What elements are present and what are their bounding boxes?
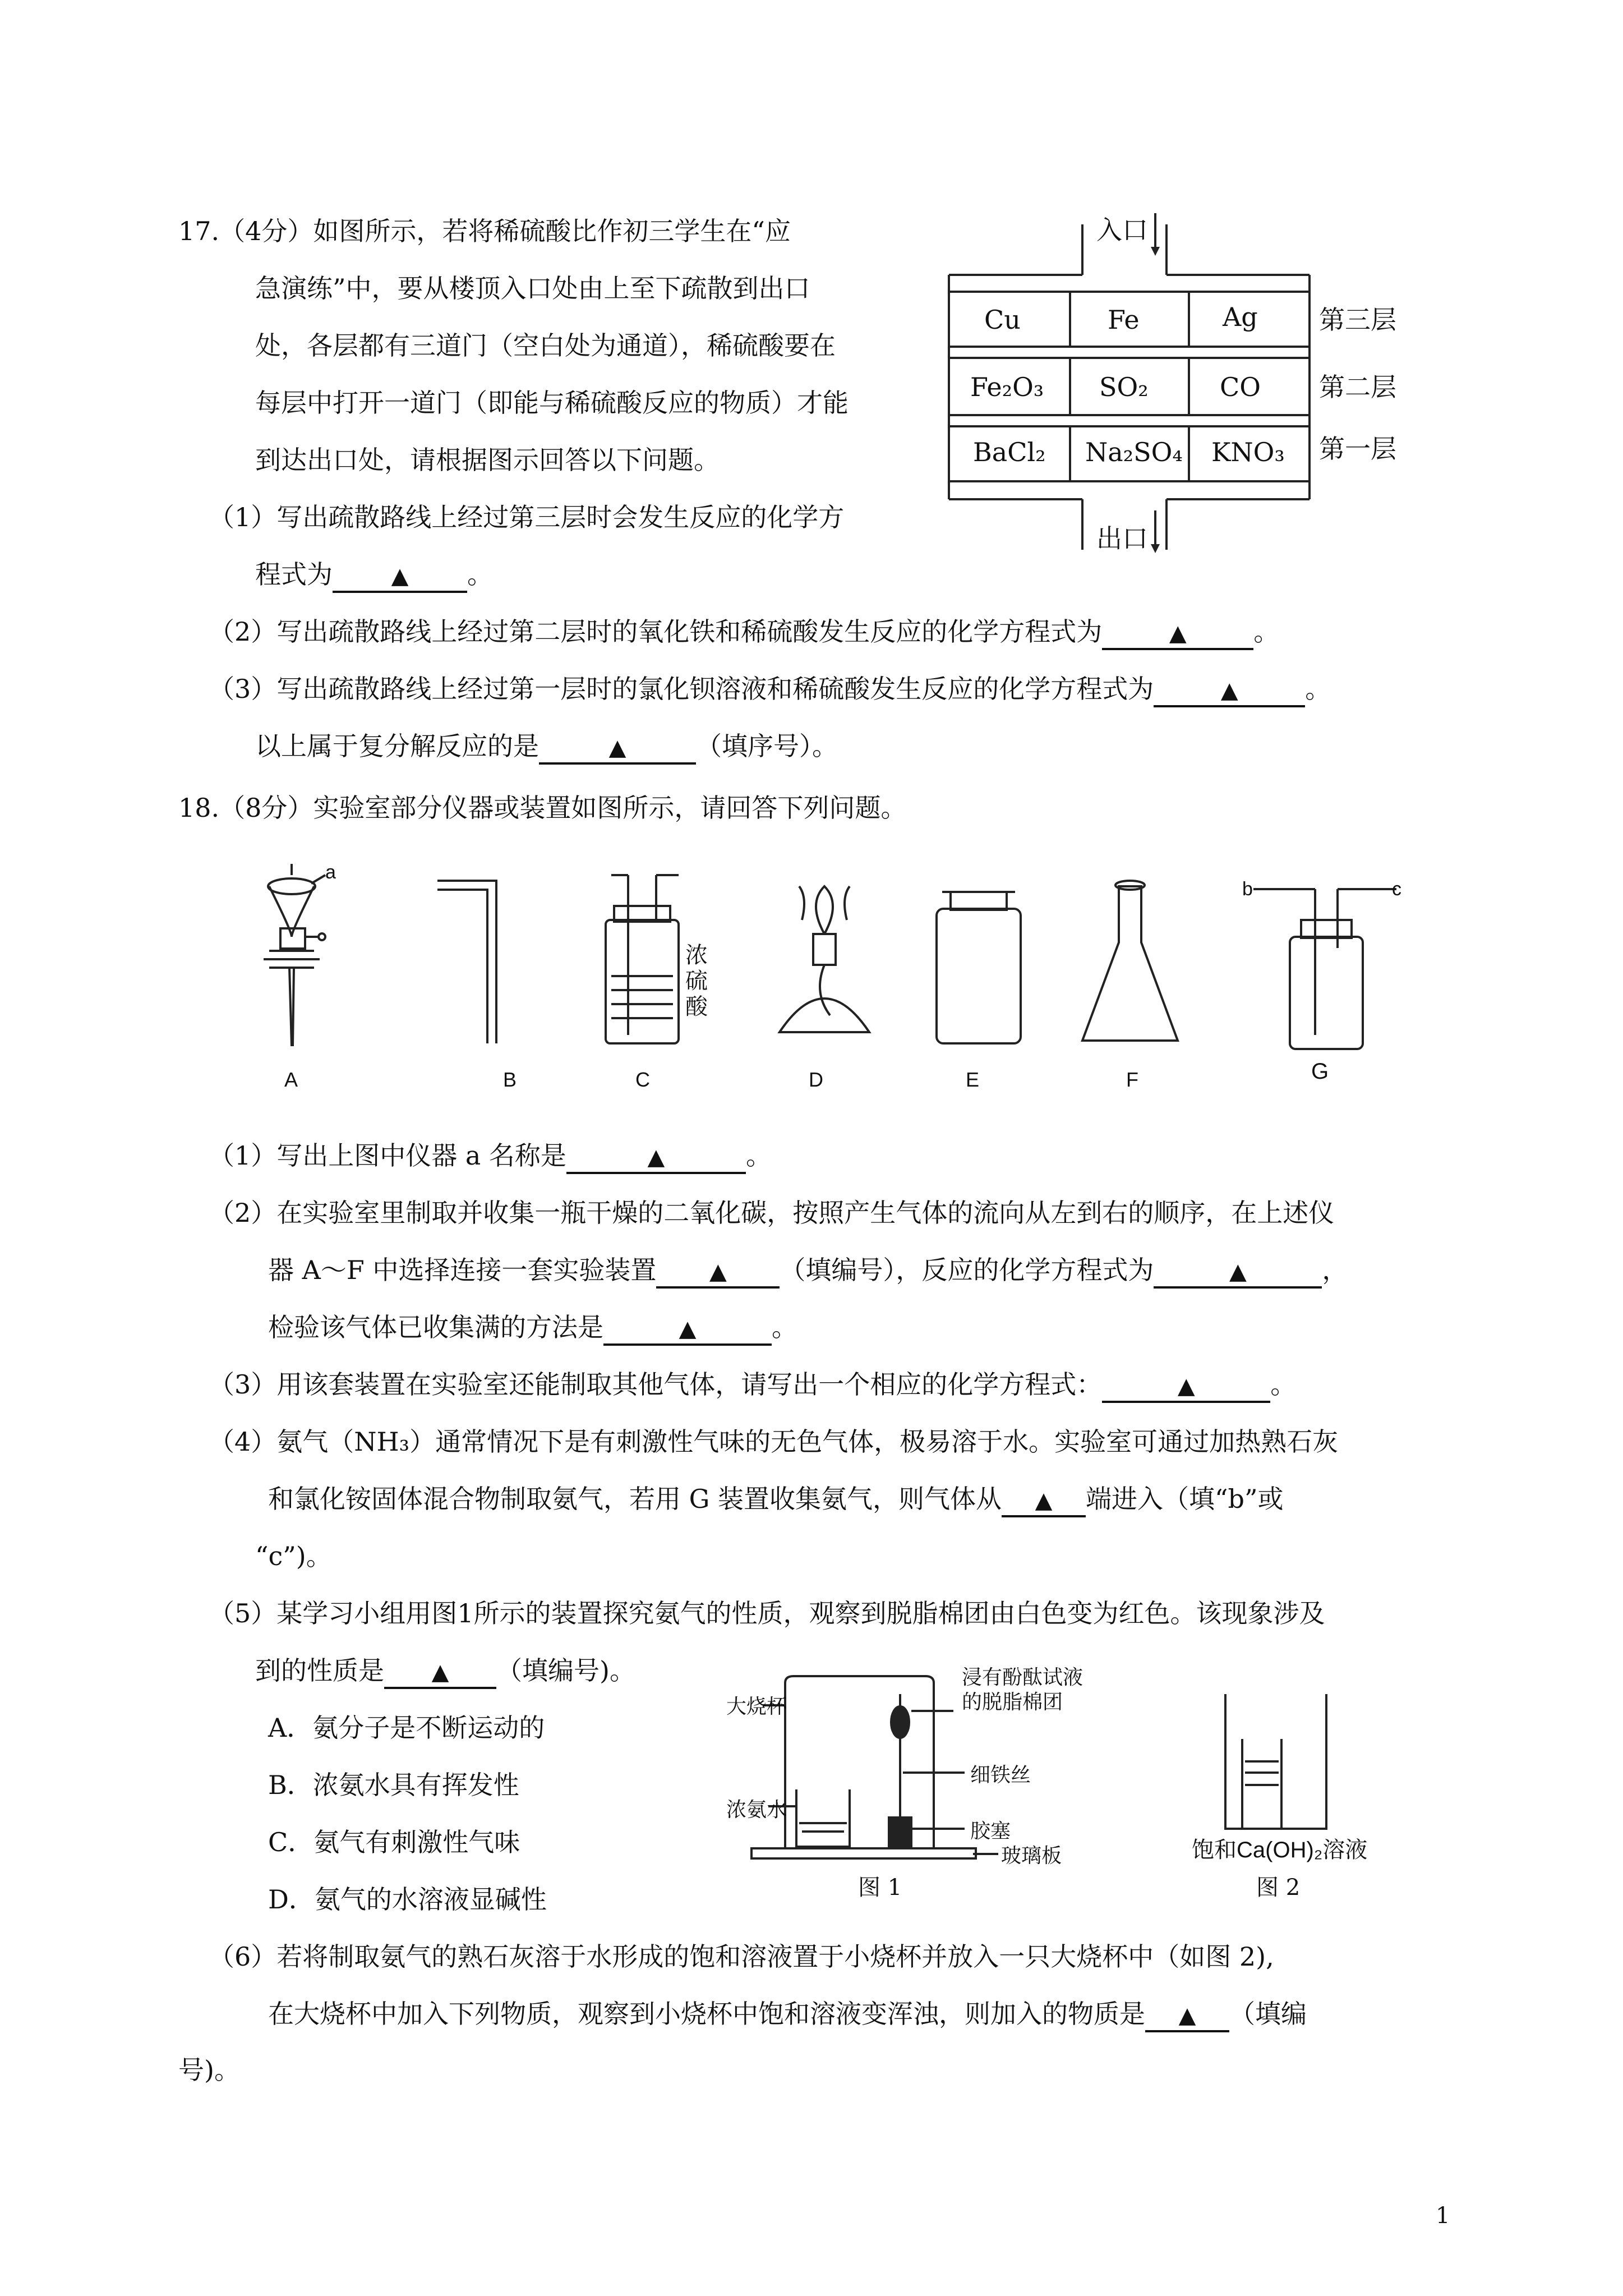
fig1-big-beaker-label: 大烧杯 bbox=[726, 1695, 787, 1718]
q18-part6-line-3: 号)。 bbox=[178, 2055, 240, 2085]
q18-part5-line-1: （5）某学习小组用图1所示的装置探究氨气的性质，观察到脱脂棉团由白色变为红色。该现象涉及 bbox=[209, 1598, 1325, 1628]
conc-acid-label: 浓 硫 酸 bbox=[685, 942, 708, 1020]
answer-blank[interactable]: ▲ bbox=[1154, 1257, 1322, 1289]
fig1-plate-label: 玻璃板 bbox=[1001, 1844, 1062, 1867]
q17-part1-line-2: 程式为 ▲ 。 bbox=[255, 558, 493, 593]
apparatus-label-b: B bbox=[503, 1068, 517, 1091]
option-b: B．浓氨水具有挥发性 bbox=[268, 1770, 519, 1800]
q18-part4-line-1: （4）氨气（NH₃）通常情况下是有刺激性气味的无色气体，极易溶于水。实验室可通过加热熟石灰 bbox=[209, 1427, 1339, 1457]
cell-fe2o3: Fe₂O₃ bbox=[970, 372, 1044, 402]
q17-part2: （2）写出疏散路线上经过第二层时的氧化铁和稀硫酸发生反应的化学方程式为 ▲ 。 bbox=[209, 615, 1279, 650]
answer-blank[interactable]: ▲ bbox=[603, 1314, 772, 1346]
fig1-cotton-label-2: 的脱脂棉团 bbox=[962, 1690, 1063, 1713]
label-a: a bbox=[325, 862, 336, 883]
apparatus-label-g: G bbox=[1311, 1059, 1329, 1084]
floor-2-label: 第二层 bbox=[1319, 372, 1396, 402]
answer-blank[interactable]: ▲ bbox=[566, 1143, 746, 1174]
apparatus-label-a: A bbox=[284, 1068, 298, 1091]
answer-blank[interactable]: ▲ bbox=[1154, 676, 1305, 707]
floor-3-label: 第三层 bbox=[1319, 305, 1396, 334]
apparatus-figure bbox=[247, 853, 1481, 1088]
answer-blank[interactable]: ▲ bbox=[1102, 619, 1253, 650]
fig1-caption: 图 1 bbox=[858, 1875, 902, 1901]
fig1-wire-label: 细铁丝 bbox=[970, 1763, 1031, 1786]
option-c: C．氨气有刺激性气味 bbox=[268, 1827, 520, 1857]
answer-blank[interactable]: ▲ bbox=[1102, 1372, 1270, 1403]
answer-blank[interactable]: ▲ bbox=[1002, 1486, 1086, 1517]
fig1-ammonia-label: 浓氨水 bbox=[726, 1798, 787, 1821]
fig2-solution-label: 饱和Ca(OH)₂溶液 bbox=[1192, 1838, 1368, 1862]
cell-kno3: KNO₃ bbox=[1211, 437, 1285, 467]
q18-part6-line-1: （6）若将制取氨气的熟石灰溶于水形成的饱和溶液置于小烧杯并放入一只大烧杯中（如图 2), bbox=[209, 1941, 1274, 1972]
entrance-label: 入口 bbox=[1096, 215, 1148, 245]
fig1-cotton-label-1: 浸有酚酞试液 bbox=[962, 1665, 1083, 1688]
q17-part3: （3）写出疏散路线上经过第一层时的氯化钡溶液和稀硫酸发生反应的化学方程式为 ▲ 。 bbox=[209, 672, 1331, 707]
answer-blank[interactable]: ▲ bbox=[384, 1658, 496, 1689]
q17-stem-line-2: 急演练”中，要从楼顶入口处由上至下疏散到出口 bbox=[255, 273, 810, 303]
apparatus-label-e: E bbox=[966, 1068, 980, 1091]
q18-part5-line-2: 到的性质是 ▲ （填编号)。 bbox=[255, 1654, 635, 1689]
answer-blank[interactable]: ▲ bbox=[656, 1257, 780, 1289]
answer-blank[interactable]: ▲ bbox=[333, 562, 467, 593]
label-c: c bbox=[1392, 878, 1401, 900]
answer-blank[interactable]: ▲ bbox=[539, 733, 696, 765]
cell-ag: Ag bbox=[1223, 302, 1258, 332]
cell-bacl2: BaCl₂ bbox=[973, 437, 1046, 467]
exit-label: 出口 bbox=[1096, 524, 1148, 553]
label-b: b bbox=[1242, 878, 1253, 900]
q18-part2-line-3: 检验该气体已收集满的方法是 ▲ 。 bbox=[268, 1310, 797, 1346]
fig1-stopper-label: 胶塞 bbox=[970, 1819, 1011, 1842]
answer-blank[interactable]: ▲ bbox=[1145, 2001, 1229, 2032]
page-number: 1 bbox=[1436, 2203, 1450, 2229]
fig2-caption: 图 2 bbox=[1256, 1875, 1301, 1901]
q17-stem-line-4: 每层中打开一道门（即能与稀硫酸反应的物质）才能 bbox=[255, 388, 849, 418]
fig1-fig2-drawing bbox=[718, 1660, 1458, 1862]
cell-so2: SO₂ bbox=[1099, 372, 1149, 402]
q18-part6-line-2: 在大烧杯中加入下列物质，观察到小烧杯中饱和溶液变浑浊，则加入的物质是 ▲ （填编 bbox=[268, 1997, 1307, 2032]
q18-part4-line-2: 和氯化铵固体混合物制取氨气，若用 G 装置收集氨气，则气体从 ▲ 端进入（填“b”或 bbox=[268, 1482, 1283, 1517]
apparatus-label-f: F bbox=[1126, 1068, 1138, 1091]
q17-part3-line-2: 以上属于复分解反应的是 ▲ （填序号）。 bbox=[255, 729, 838, 765]
q18-part1: （1）写出上图中仪器 a 名称是 ▲ 。 bbox=[209, 1139, 772, 1174]
cell-fe: Fe bbox=[1108, 305, 1140, 335]
option-a: A．氨分子是不断运动的 bbox=[268, 1713, 545, 1743]
q18-stem: 18.（8分）实验室部分仪器或装置如图所示，请回答下列问题。 bbox=[178, 793, 907, 823]
q18-part2-line-2: 器 A～F 中选择连接一套实验装置 ▲ （填编号），反应的化学方程式为 ▲ ， bbox=[268, 1253, 1348, 1289]
q18-part3: （3）用该套装置在实验室还能制取其他气体，请写出一个相应的化学方程式： ▲ 。 bbox=[209, 1368, 1296, 1403]
apparatus-label-d: D bbox=[809, 1068, 823, 1091]
q17-stem-line-5: 到达出口处，请根据图示回答以下问题。 bbox=[255, 445, 720, 475]
cell-co: CO bbox=[1220, 372, 1261, 402]
cell-cu: Cu bbox=[984, 305, 1021, 335]
q18-part4-line-3: “c”)。 bbox=[255, 1541, 332, 1571]
q17-stem-line-3: 处，各层都有三道门（空白处为通道），稀硫酸要在 bbox=[255, 330, 836, 361]
q17-stem-line-1: 17.（4分）如图所示，若将稀硫酸比作初三学生在“应 bbox=[178, 216, 791, 246]
option-d: D．氨气的水溶液显碱性 bbox=[268, 1884, 547, 1915]
q17-part1-line-1: （1）写出疏散路线上经过第三层时会发生反应的化学方 bbox=[209, 502, 845, 532]
floor-1-label: 第一层 bbox=[1319, 434, 1396, 463]
cell-na2so4: Na₂SO₄ bbox=[1085, 437, 1183, 467]
apparatus-label-c: C bbox=[635, 1068, 650, 1091]
q18-part2-line-1: （2）在实验室里制取并收集一瓶干燥的二氧化碳，按照产生气体的流向从左到右的顺序，在上述仪 bbox=[209, 1198, 1335, 1228]
